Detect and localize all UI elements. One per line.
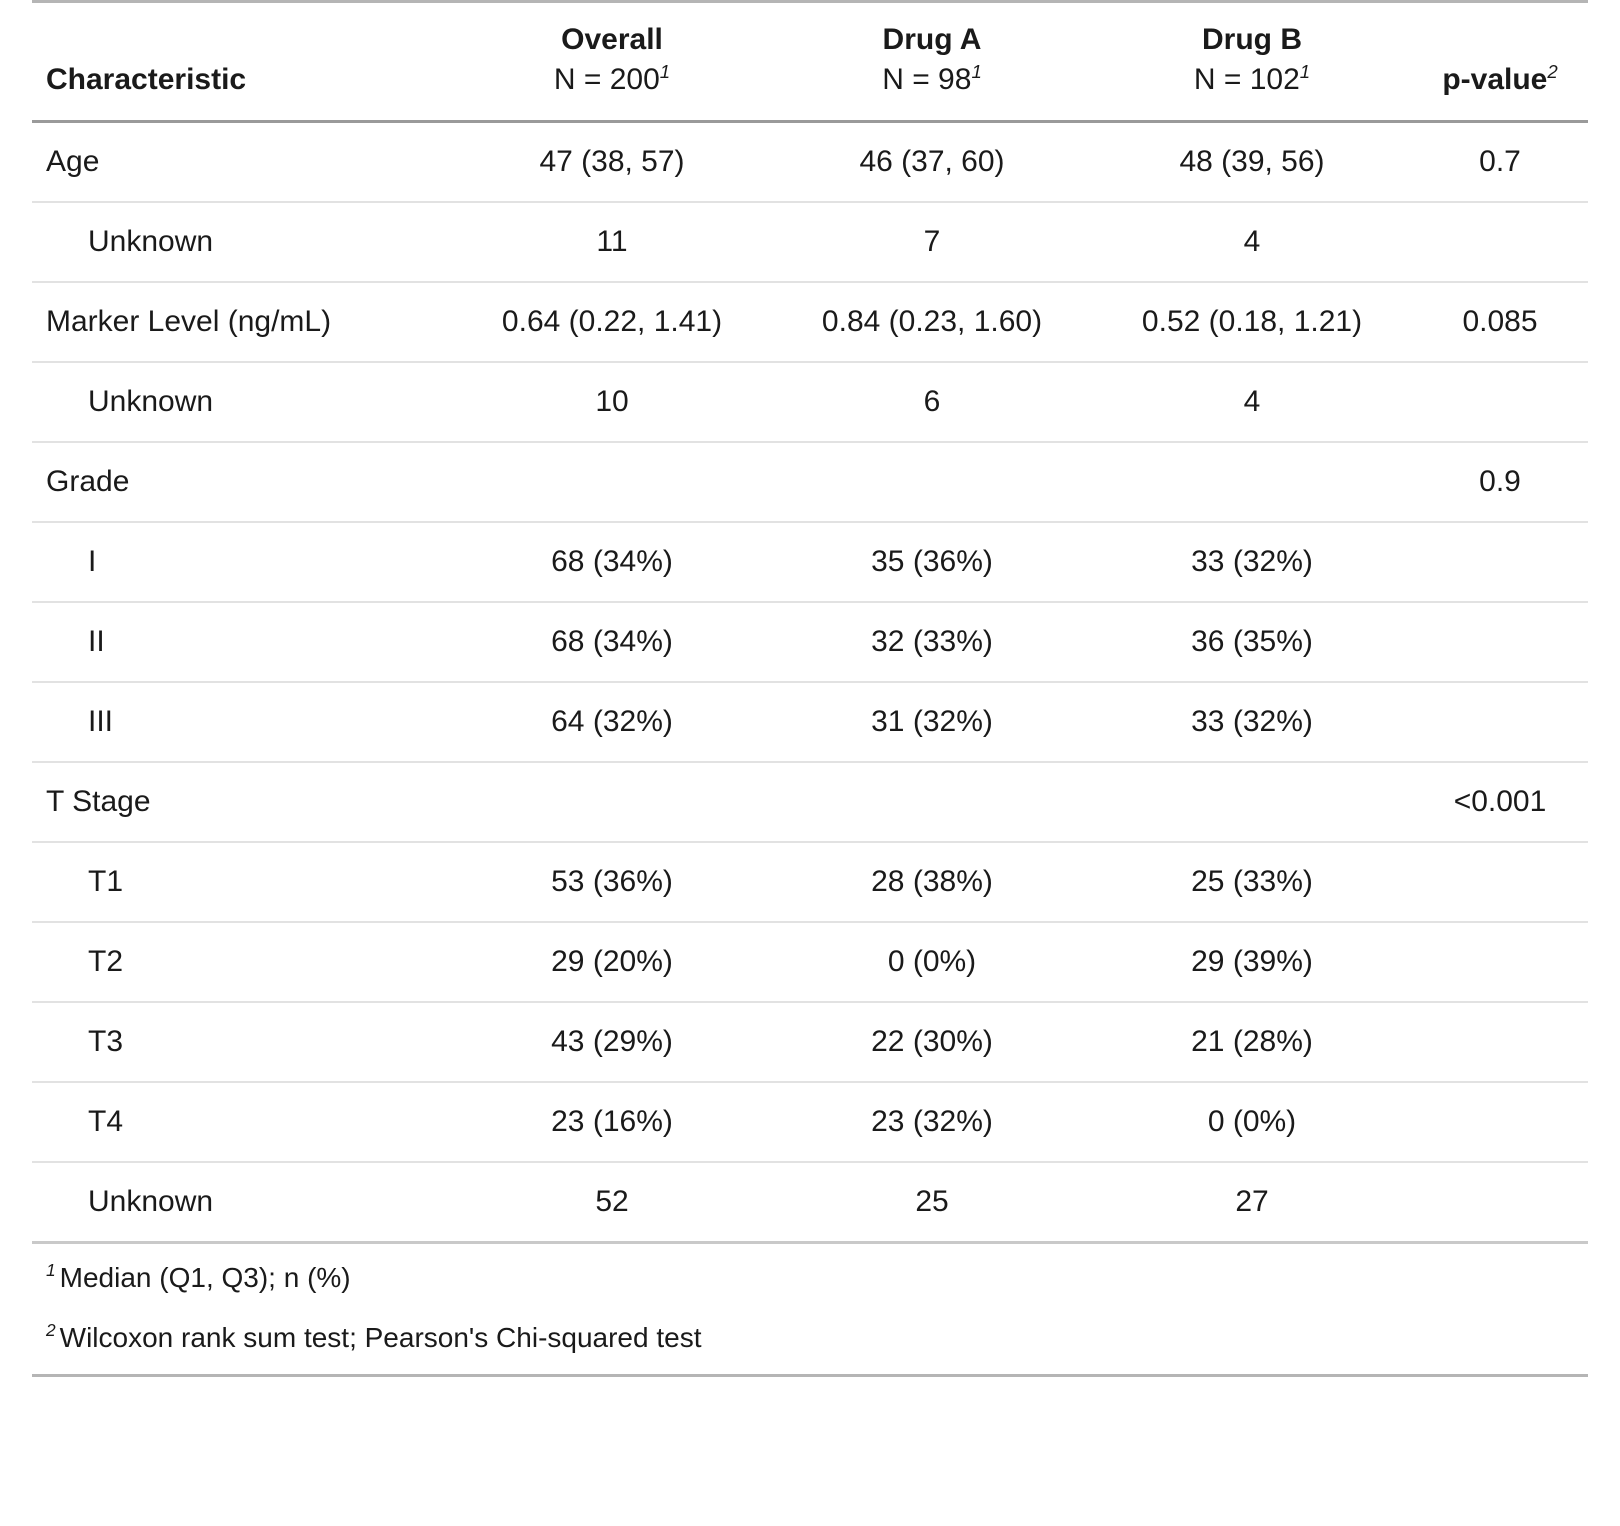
cell-drug-a bbox=[772, 762, 1092, 842]
row-label: I bbox=[88, 544, 97, 578]
cell-drug-a: 32 (33%) bbox=[871, 624, 993, 658]
column-header-drug-b-n-text: N = 102 bbox=[1193, 63, 1300, 97]
cell-drug-a: 46 (37, 60) bbox=[859, 144, 1005, 178]
cell-p-value bbox=[1412, 362, 1588, 442]
summary-table bbox=[32, 0, 1588, 1374]
cell-drug-a: 6 bbox=[923, 384, 941, 418]
cell-overall: 43 (29%) bbox=[551, 1024, 673, 1058]
column-header-overall-n-text: N = 200 bbox=[553, 63, 660, 97]
cell-drug-b: 0.52 (0.18, 1.21) bbox=[1141, 304, 1363, 338]
row-label: Unknown bbox=[88, 384, 214, 418]
row-label: Marker Level (ng/mL) bbox=[46, 304, 332, 338]
row-label: T4 bbox=[88, 1104, 124, 1138]
cell-drug-b: 33 (32%) bbox=[1191, 704, 1313, 738]
cell-overall bbox=[452, 442, 772, 522]
cell-drug-b: 48 (39, 56) bbox=[1179, 144, 1325, 178]
cell-overall: 0.64 (0.22, 1.41) bbox=[501, 304, 723, 338]
table-row bbox=[32, 842, 1588, 922]
cell-drug-b: 4 bbox=[1243, 384, 1261, 418]
cell-p-value bbox=[1412, 202, 1588, 282]
footnote-2-mark: 2 bbox=[46, 1320, 56, 1341]
table-row bbox=[32, 922, 1588, 1002]
row-label: T2 bbox=[88, 944, 124, 978]
column-header-drug-a-footnote-mark: 1 bbox=[971, 61, 982, 83]
row-label: Unknown bbox=[88, 1184, 214, 1218]
cell-p-value: 0.085 bbox=[1462, 304, 1538, 338]
cell-drug-a: 23 (32%) bbox=[871, 1104, 993, 1138]
table-row bbox=[32, 522, 1588, 602]
table-row bbox=[32, 442, 1588, 522]
column-header-characteristic-label: Characteristic bbox=[46, 63, 247, 97]
table-row bbox=[32, 602, 1588, 682]
cell-p-value: 0.9 bbox=[1479, 464, 1521, 498]
cell-p-value bbox=[1412, 682, 1588, 762]
cell-drug-b bbox=[1092, 762, 1412, 842]
table-header bbox=[32, 2, 1588, 122]
column-header-p-value-footnote-mark: 2 bbox=[1547, 61, 1558, 83]
cell-p-value bbox=[1412, 1002, 1588, 1082]
table-row bbox=[32, 362, 1588, 442]
table-row bbox=[32, 1162, 1588, 1243]
cell-drug-a: 28 (38%) bbox=[871, 864, 993, 898]
cell-overall: 53 (36%) bbox=[551, 864, 673, 898]
column-header-p-value-label: p-value bbox=[1442, 63, 1548, 97]
column-header-overall-n bbox=[464, 61, 760, 99]
footnote-1 bbox=[32, 1242, 1588, 1308]
cell-drug-b: 4 bbox=[1243, 224, 1261, 258]
row-label: Age bbox=[46, 144, 100, 178]
column-header-overall bbox=[452, 2, 772, 122]
footnote-2-text: Wilcoxon rank sum test; Pearson's Chi-squared test bbox=[59, 1321, 702, 1353]
cell-drug-a: 7 bbox=[923, 224, 941, 258]
cell-drug-b: 0 (0%) bbox=[1207, 1104, 1297, 1138]
column-header-drug-b bbox=[1092, 2, 1412, 122]
cell-overall: 64 (32%) bbox=[551, 704, 673, 738]
cell-overall: 10 bbox=[595, 384, 629, 418]
column-header-drug-b-n bbox=[1104, 61, 1400, 99]
row-label: Unknown bbox=[88, 224, 214, 258]
column-header-overall-footnote-mark: 1 bbox=[659, 61, 671, 83]
cell-p-value bbox=[1412, 922, 1588, 1002]
cell-overall: 52 bbox=[595, 1184, 629, 1218]
cell-overall: 68 (34%) bbox=[551, 624, 673, 658]
column-header-drug-a-label: Drug A bbox=[882, 23, 982, 56]
row-label: T1 bbox=[88, 864, 124, 898]
table-footnotes bbox=[32, 1242, 1588, 1374]
cell-drug-b bbox=[1092, 442, 1412, 522]
cell-drug-a: 35 (36%) bbox=[871, 544, 993, 578]
cell-drug-b: 27 bbox=[1235, 1184, 1269, 1218]
cell-drug-a bbox=[772, 442, 1092, 522]
column-header-drug-a-n bbox=[784, 61, 1080, 99]
cell-overall: 11 bbox=[596, 224, 628, 258]
table-header-row bbox=[32, 2, 1588, 122]
table-bottom-rule bbox=[32, 1374, 1588, 1377]
footnote-2 bbox=[32, 1308, 1588, 1374]
column-header-drug-a-n-text: N = 98 bbox=[882, 63, 972, 97]
cell-p-value: <0.001 bbox=[1453, 784, 1547, 818]
column-header-drug-b-footnote-mark: 1 bbox=[1299, 61, 1311, 83]
column-header-drug-a bbox=[772, 2, 1092, 122]
footnote-1-mark: 1 bbox=[46, 1260, 56, 1281]
cell-drug-b: 33 (32%) bbox=[1191, 544, 1313, 578]
footnote-1-text: Median (Q1, Q3); n (%) bbox=[59, 1261, 351, 1293]
column-header-p-value bbox=[1412, 2, 1588, 122]
footnote-row bbox=[32, 1242, 1588, 1308]
column-header-drug-b-label: Drug B bbox=[1202, 23, 1302, 56]
table-row bbox=[32, 282, 1588, 362]
cell-drug-b: 29 (39%) bbox=[1191, 944, 1313, 978]
row-label: T3 bbox=[88, 1024, 124, 1058]
row-label: Grade bbox=[46, 464, 130, 498]
cell-p-value bbox=[1412, 522, 1588, 602]
cell-drug-b: 25 (33%) bbox=[1191, 864, 1313, 898]
table-row bbox=[32, 762, 1588, 842]
table-body bbox=[32, 121, 1588, 1242]
table-row bbox=[32, 682, 1588, 762]
table-row bbox=[32, 121, 1588, 202]
cell-drug-a: 0 (0%) bbox=[887, 944, 977, 978]
cell-drug-b: 21 (28%) bbox=[1191, 1024, 1313, 1058]
cell-p-value bbox=[1412, 1082, 1588, 1162]
row-label: T Stage bbox=[46, 784, 151, 818]
table-row bbox=[32, 1002, 1588, 1082]
column-header-characteristic bbox=[32, 2, 452, 122]
cell-p-value bbox=[1412, 842, 1588, 922]
cell-overall: 29 (20%) bbox=[551, 944, 673, 978]
cell-overall: 68 (34%) bbox=[551, 544, 673, 578]
cell-p-value: 0.7 bbox=[1479, 144, 1521, 178]
cell-p-value bbox=[1412, 1162, 1588, 1243]
cell-overall bbox=[452, 762, 772, 842]
cell-drug-a: 22 (30%) bbox=[871, 1024, 993, 1058]
table-row bbox=[32, 202, 1588, 282]
cell-drug-b: 36 (35%) bbox=[1191, 624, 1313, 658]
row-label: II bbox=[88, 624, 105, 658]
row-label: III bbox=[88, 704, 114, 738]
cell-drug-a: 25 bbox=[915, 1184, 949, 1218]
table-row bbox=[32, 1082, 1588, 1162]
cell-overall: 47 (38, 57) bbox=[539, 144, 685, 178]
column-header-overall-label: Overall bbox=[561, 23, 663, 56]
footnote-row bbox=[32, 1308, 1588, 1374]
cell-drug-a: 0.84 (0.23, 1.60) bbox=[821, 304, 1043, 338]
cell-overall: 23 (16%) bbox=[551, 1104, 673, 1138]
cell-drug-a: 31 (32%) bbox=[871, 704, 993, 738]
cell-p-value bbox=[1412, 602, 1588, 682]
